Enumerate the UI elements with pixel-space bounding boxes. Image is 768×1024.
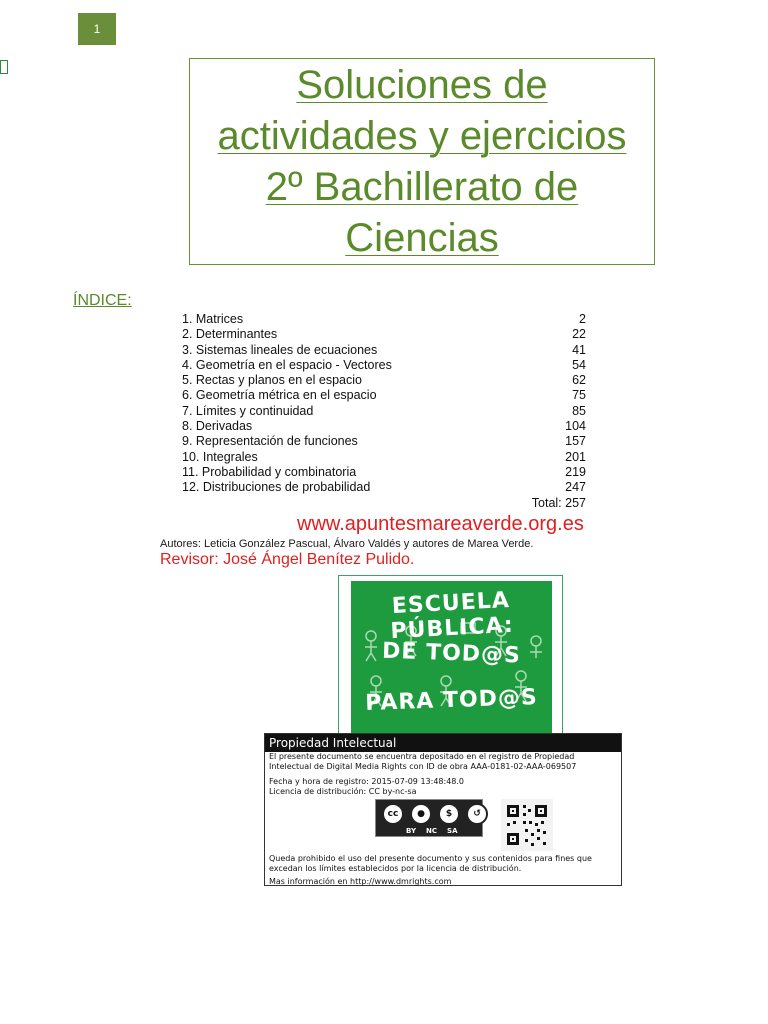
table-of-contents — [182, 312, 586, 511]
toc-item[interactable] — [182, 465, 586, 480]
toc-item-page: 157 — [565, 434, 586, 449]
toc-item-page: 85 — [572, 403, 586, 418]
toc-item-page: 22 — [572, 327, 586, 342]
toc-item[interactable] — [182, 419, 586, 434]
authors-text: Autores: Leticia González Pascual, Álvaro Valdés y autores de Marea Verde. — [160, 538, 534, 550]
toc-item-label: 11. Probabilidad y combinatoria — [182, 464, 357, 479]
intellectual-property-notice — [264, 733, 622, 886]
toc-item-label: 8. Derivadas — [182, 419, 253, 434]
ip-license-text: Licencia de distribución: CC by-nc-sa — [269, 787, 417, 796]
document-title — [217, 60, 626, 264]
website-link[interactable]: www.apuntesmareaverde.org.es — [297, 513, 584, 535]
toc-item-page: 41 — [572, 342, 586, 357]
toc-item-page: 62 — [572, 373, 586, 388]
title-line-2: actividades y ejercicios — [217, 113, 627, 158]
toc-item-page: 219 — [565, 464, 586, 479]
cc-label-nc: NC — [426, 827, 438, 835]
logo-line-3: PARA TOD@S — [364, 684, 539, 717]
attribution-icon: ● — [410, 803, 432, 825]
logo-line-1: ESCUELA PÚBLICA: — [389, 587, 515, 645]
toc-item-label: 12. Distribuciones de probabilidad — [182, 480, 371, 495]
ip-registration-text: El presente documento se encuentra depositado en el registro de Propiedad Intelectual de Digital Media Rights con ID de obra AAA-0181-02-AAA-069507 — [269, 752, 577, 771]
toc-total: Total: 257 — [531, 495, 586, 510]
toc-item-label: 4. Geometría en el espacio - Vectores — [182, 357, 392, 372]
qr-code-icon[interactable] — [501, 799, 553, 851]
toc-item-label: 1. Matrices — [182, 312, 244, 326]
school-logo-frame — [338, 575, 563, 738]
toc-item-page: 201 — [565, 449, 586, 464]
page-number-badge: 1 — [78, 13, 116, 45]
toc-item-label: 6. Geometría métrica en el espacio — [182, 388, 377, 403]
toc-item-page: 54 — [572, 357, 586, 372]
title-line-3: 2º Bachillerato de — [265, 164, 579, 209]
toc-item-label: 7. Límites y continuidad — [182, 403, 314, 418]
toc-item[interactable] — [182, 358, 586, 373]
toc-item[interactable] — [182, 343, 586, 358]
title-line-4: Ciencias — [345, 215, 499, 260]
toc-item-label: 5. Rectas y planos en el espacio — [182, 373, 362, 388]
reviewer-text: Revisor: José Ángel Benítez Pulido. — [160, 551, 415, 568]
toc-item-page: 247 — [565, 480, 586, 495]
toc-item[interactable] — [182, 327, 586, 342]
toc-item[interactable] — [182, 404, 586, 419]
ip-date-text: Fecha y hora de registro: 2015-07-09 13:48:48.0 — [269, 777, 465, 786]
toc-item[interactable] — [182, 373, 586, 388]
toc-item[interactable] — [182, 450, 586, 465]
title-line-1: Soluciones de — [296, 62, 548, 107]
ip-usage-text: Queda prohibido el uso del presente documento y sus contenidos para fines que excedan los límites establecidos por la licencia de distribución. — [269, 854, 592, 873]
escuela-publica-logo — [351, 581, 552, 733]
sharealike-icon: ↺ — [466, 803, 488, 825]
ip-header: Propiedad Intelectual — [265, 734, 621, 752]
logo-line-2: DE TOD@S — [381, 638, 522, 669]
cc-label-by: BY — [406, 827, 417, 835]
noncommercial-icon: $ — [438, 803, 460, 825]
index-heading: ÍNDICE: — [73, 292, 132, 309]
cc-by-nc-sa-badge[interactable] — [375, 799, 483, 837]
license-badges-row — [265, 799, 621, 851]
toc-item-label: 9. Representación de funciones — [182, 434, 358, 449]
toc-item-label: 2. Determinantes — [182, 327, 278, 342]
toc-item-page: 104 — [565, 419, 586, 434]
toc-item-page: 2 — [579, 312, 586, 326]
toc-item-page: 75 — [572, 388, 586, 403]
cc-label-sa: SA — [447, 827, 458, 835]
cc-icon: cc — [382, 803, 404, 825]
toc-item-label: 3. Sistemas lineales de ecuaciones — [182, 342, 378, 357]
toc-item[interactable] — [182, 388, 586, 403]
title-box — [189, 58, 655, 265]
margin-marker-icon — [0, 60, 8, 74]
toc-item[interactable] — [182, 312, 586, 327]
ip-more-info-text[interactable]: Mas información en http://www.dmrights.com — [269, 877, 452, 886]
toc-item[interactable] — [182, 434, 586, 449]
toc-item-label: 10. Integrales — [182, 449, 258, 464]
toc-item[interactable] — [182, 480, 586, 495]
